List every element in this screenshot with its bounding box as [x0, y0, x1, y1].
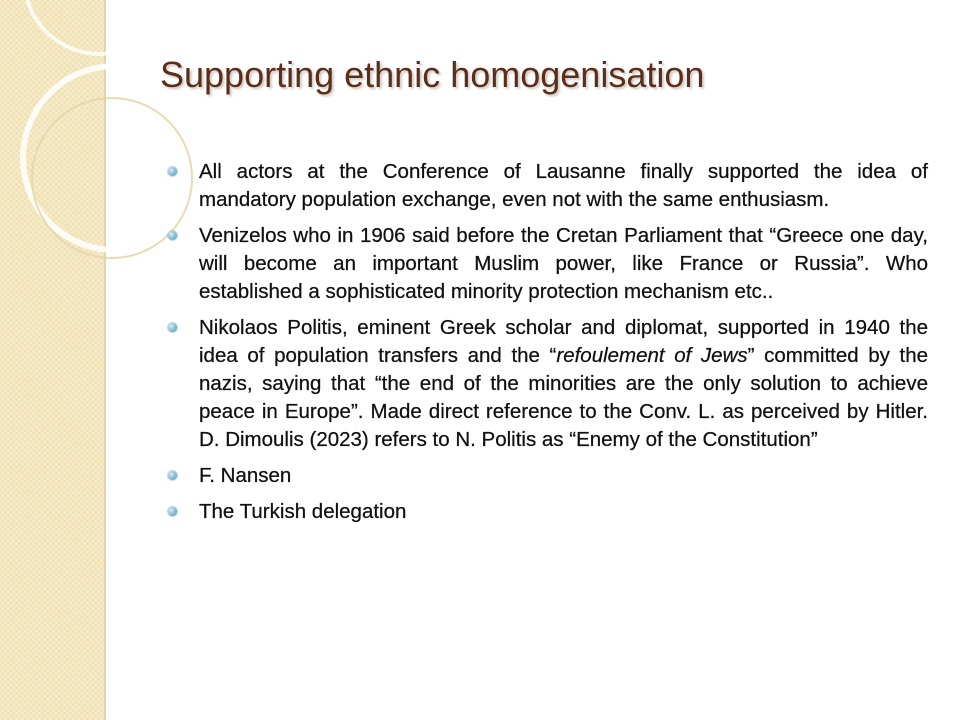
slide-title: Supporting ethnic homogenisation [160, 54, 705, 95]
bullet-text-part: Nikolaos Politis, eminent Greek scholar and diplomat, supported in 1940 the idea of population transfers and the “ [199, 316, 928, 367]
bullet-text: The Turkish delegation [199, 500, 407, 523]
decorative-circle-top [24, 0, 176, 54]
bullet-text [199, 314, 928, 454]
bullet-item [168, 222, 928, 306]
bullet-item [168, 314, 928, 454]
bullet-dot-icon [168, 231, 177, 240]
bullet-text-part: ” committed by the nazis, saying that “the end of the minorities are the only solution to achieve peace in Europe”. Made direct reference to the Conv. L. as perceived by Hitler. D. Dimoulis (2023) refers to N. Politis as “Enemy of the Constitution” [199, 344, 928, 451]
bullet-item [168, 158, 928, 214]
bullet-item [168, 498, 928, 526]
bullet-text: F. Nansen [199, 464, 292, 487]
bullet-dot-icon [168, 323, 177, 332]
bullet-dot-icon [168, 471, 177, 480]
bullet-dot-icon [168, 167, 177, 176]
bullet-text-italic: refoulement of Jews [556, 344, 748, 367]
bullet-text: Venizelos who in 1906 said before the Cretan Parliament that “Greece one day, will become an important Muslim power, like France or Russia”. Who established a sophisticated minority protection mechanism etc.. [199, 224, 928, 303]
bullet-text: All actors at the Conference of Lausanne finally supported the idea of mandatory population exchange, even not with the same enthusiasm. [199, 160, 928, 211]
bullet-item [168, 462, 928, 490]
bullet-dot-icon [168, 507, 177, 516]
bullet-list [168, 158, 928, 534]
